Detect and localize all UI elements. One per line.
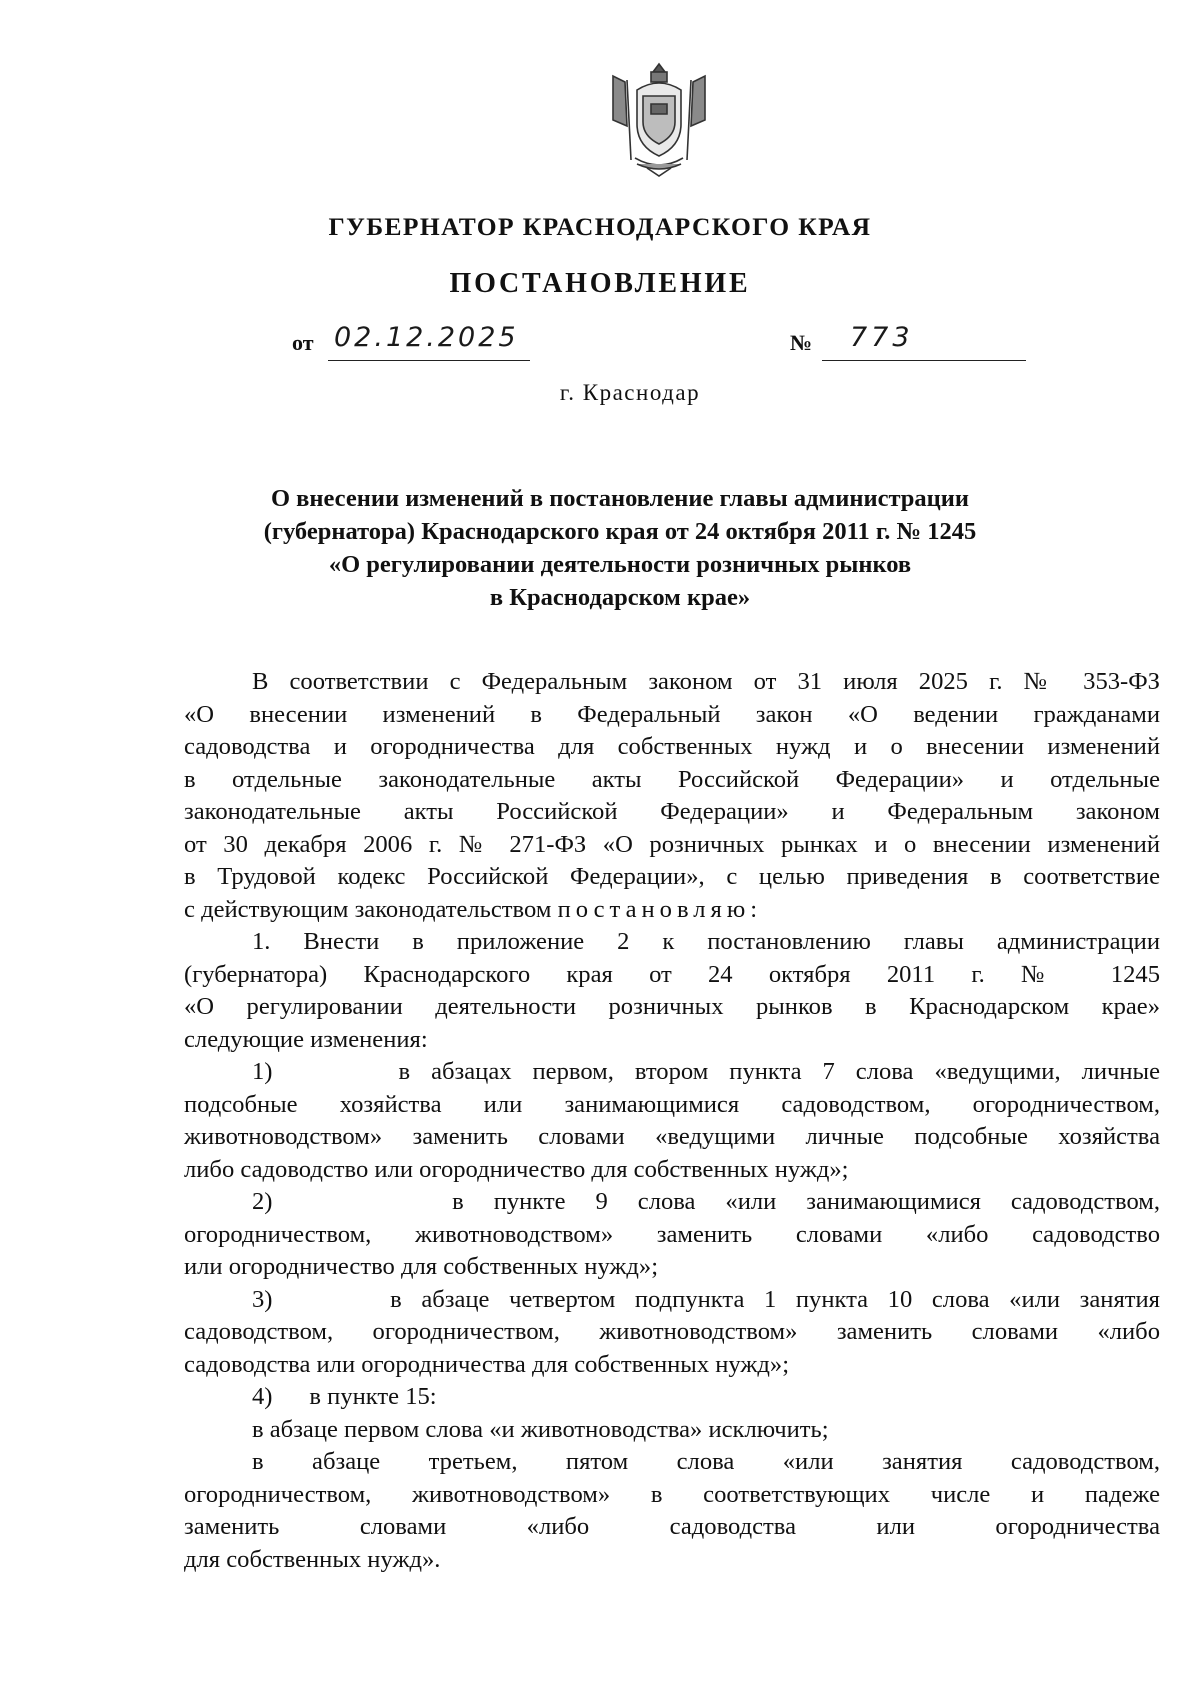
title-line: О внесении изменений в постановление главы администрации [270,485,970,512]
body-line [184,1056,1160,1089]
document-body [184,666,1160,1576]
city-line: г. Краснодар [559,380,701,405]
body-text: в абзаце четвертом подпункта 1 пункта 10 слова «или занятия [390,1285,1160,1313]
body-line: садоводством, огородничеством, животноводством» заменить словами «либо [184,1318,1160,1345]
spaced-resolve-word: постановляю: [557,895,763,923]
number-underline [822,360,1026,361]
handwritten-number: 773 [850,322,914,353]
body-line [184,894,1160,927]
body-line: в абзаце первом слова «и животноводства» исключить; [252,1415,829,1443]
body-line: или огородничество для собственных нужд»; [184,1253,659,1280]
body-line: животноводством» заменить словами «ведущими личные подсобные хозяйства [184,1123,1160,1150]
date-prefix: от [292,330,314,355]
body-line: заменить словами «либо садоводства или огородничества [184,1513,1160,1540]
date-number-row [0,322,1200,364]
body-line: (губернатора) Краснодарского края от 24 октября 2011 г. № 1245 [184,960,1160,988]
body-text: в абзацах первом, втором пункта 7 слова «ведущими, личные [398,1058,1161,1085]
title-line: «О регулировании деятельности розничных рынков [328,551,912,578]
subitem-number: 1) [252,1058,273,1085]
body-line: огородничеством, животноводством» в соответствующих числе и падеже [184,1480,1160,1508]
subitem-number: 3) [252,1285,273,1313]
body-line [184,1381,1160,1414]
coat-of-arms-icon [607,60,711,180]
body-line: «О внесении изменений в Федеральный закон «О ведении гражданами [184,700,1160,728]
body-line: садоводства или огородничества для собственных нужд»; [184,1350,790,1378]
organization-title: ГУБЕРНАТОР КРАСНОДАРСКОГО КРАЯ [328,212,872,241]
body-line [184,1284,1160,1317]
body-line: 1. Внести в приложение 2 к постановлению главы администрации [252,928,1160,955]
body-line: от 30 декабря 2006 г. № 271-ФЗ «О розничных рынках и о внесении изменений [184,830,1160,858]
body-line [184,1186,1160,1219]
body-text: в пункте 15: [309,1383,437,1410]
date-underline [328,360,530,361]
body-line: следующие изменения: [184,1025,428,1053]
body-line: либо садоводство или огородничество для собственных нужд»; [184,1155,849,1183]
body-line: огородничеством, животноводством» заменить словами «либо садоводство [184,1220,1160,1248]
body-line: «О регулировании деятельности розничных рынков в Краснодарском крае» [184,993,1160,1020]
subitem-number: 4) [252,1383,273,1410]
body-line: в абзаце третьем, пятом слова «или занятия садоводством, [252,1448,1160,1475]
subitem-number: 2) [252,1188,273,1215]
body-line: садоводства и огородничества для собственных нужд и о внесении изменений [184,733,1160,760]
document-type-heading: ПОСТАНОВЛЕНИЕ [449,268,751,299]
body-line: законодательные акты Российской Федерации» и Федеральным законом [184,798,1160,825]
body-line: в отдельные законодательные акты Российской Федерации» и отдельные [184,765,1160,793]
body-line: в Трудовой кодекс Российской Федерации», с целью приведения в соответствие [184,863,1160,890]
handwritten-date: 02.12.2025 [334,322,519,353]
body-line: для собственных нужд». [184,1545,441,1573]
body-text: в пункте 9 слова «или занимающимися садоводством, [452,1188,1160,1215]
number-prefix: № [790,330,813,355]
body-line: В соответствии с Федеральным законом от 31 июля 2025 г. № 353-ФЗ [252,668,1160,695]
title-line: в Краснодарском крае» [489,584,751,611]
document-title [180,482,1060,614]
title-line: (губернатора) Краснодарского края от 24 октября 2011 г. № 1245 [263,518,977,545]
body-line: подсобные хозяйства или занимающимися садоводством, огородничеством, [184,1090,1160,1118]
body-text: с действующим законодательством [184,895,552,923]
